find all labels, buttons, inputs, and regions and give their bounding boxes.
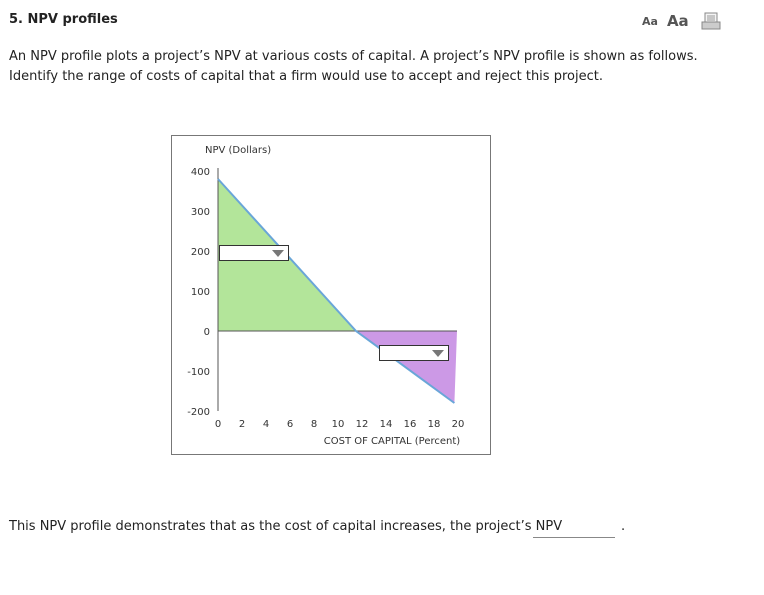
conclusion-text: This NPV profile demonstrates that as the cost of capital increases, the project’s NPV	[9, 519, 563, 534]
y-tick-label: 200	[190, 247, 210, 258]
x-tick-label: 0	[214, 419, 222, 430]
x-tick-label: 12	[355, 419, 369, 430]
y-tick-label: 400	[190, 167, 210, 178]
y-tick-label: 100	[190, 287, 210, 298]
toolbar	[642, 12, 721, 30]
npv-chart-svg	[172, 136, 490, 454]
y-tick-label: 0	[203, 327, 210, 338]
x-tick-label: 4	[262, 419, 270, 430]
chevron-down-icon	[272, 250, 284, 257]
question-title: 5. NPV profiles	[9, 12, 118, 27]
x-tick-label: 10	[331, 419, 345, 430]
x-tick-label: 14	[379, 419, 393, 430]
y-tick-label: -200	[187, 407, 210, 418]
intro-paragraph: An NPV profile plots a project’s NPV at various costs of capital. A project’s NPV profile is shown as follows. Identify the range of costs of capital that a firm would use to accept and reject this project.	[9, 49, 698, 84]
x-tick-label: 6	[286, 419, 294, 430]
negative-region-dropdown[interactable]	[379, 345, 449, 361]
x-axis-label: COST OF CAPITAL (Percent)	[323, 436, 461, 447]
x-tick-label: 8	[310, 419, 318, 430]
increase-font-button[interactable]: Aa	[666, 12, 689, 30]
x-tick-label: 20	[451, 419, 465, 430]
chevron-down-icon	[432, 350, 444, 357]
y-axis-label: NPV (Dollars)	[205, 145, 272, 156]
npv-chart	[171, 135, 491, 455]
positive-region-dropdown[interactable]	[219, 245, 289, 261]
y-tick-label: 300	[190, 207, 210, 218]
x-tick-label: 2	[238, 419, 246, 430]
decrease-font-button[interactable]: Aa	[642, 14, 658, 28]
x-tick-label: 16	[403, 419, 417, 430]
printer-icon[interactable]	[701, 12, 721, 30]
npv-trend-answer-blank[interactable]	[533, 536, 615, 538]
conclusion-period: .	[621, 519, 626, 534]
x-tick-label: 18	[427, 419, 441, 430]
y-tick-label: -100	[187, 367, 210, 378]
